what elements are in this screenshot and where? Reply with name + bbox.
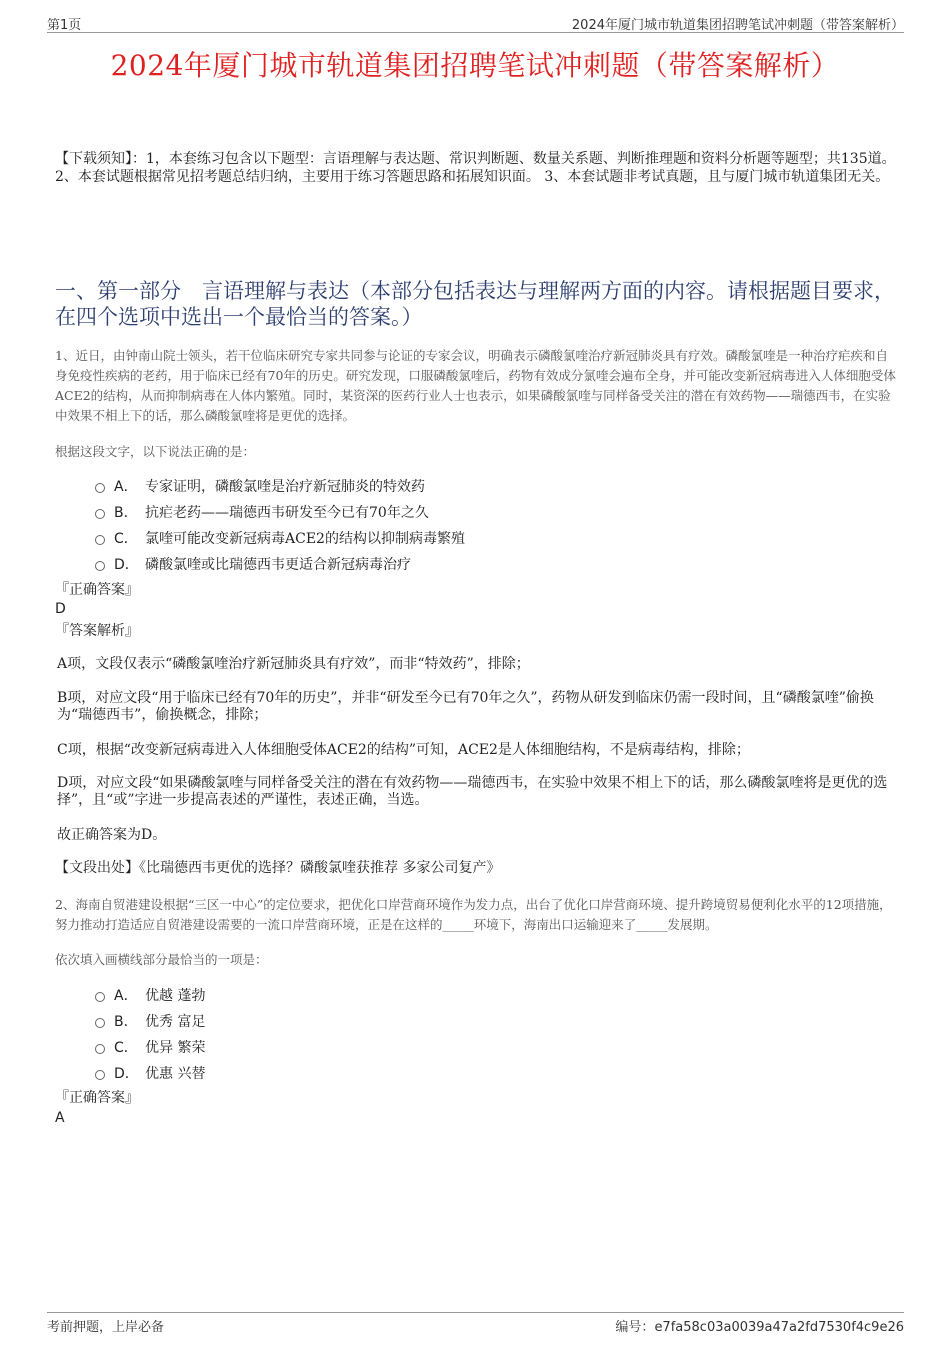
radio-icon[interactable] <box>95 1018 105 1028</box>
question-2-options <box>95 982 205 1086</box>
source-citation: 【文段出处】《比瑞德西韦更优的选择？磷酸氯喹获推荐 多家公司复产》 <box>55 860 501 876</box>
correct-answer-2: A <box>55 1110 65 1126</box>
section-heading: 一、第一部分 言语理解与表达（本部分包括表达与理解两方面的内容。请根据题目要求，在四个选项中选出一个最恰当的答案。） <box>55 279 895 329</box>
answer-label: 『正确答案』 <box>55 582 139 598</box>
question-2-prompt: 依次填入画横线部分最恰当的一项是： <box>55 952 268 967</box>
page-header <box>47 14 904 33</box>
option-d[interactable]: D． 优惠 兴替 <box>95 1060 205 1086</box>
download-notice: 【下载须知】：1，本套练习包含以下题型：言语理解与表达题、常识判断题、数量关系题、判断推理题和资料分析题等题型；共135道。 2、本套试题根据常见招考题总结归纳，主要用于练习答题思路和拓展知识面。 3、本套试题非考试真题，且与厦门城市轨道集团无关。 <box>55 151 896 185</box>
radio-icon[interactable] <box>95 483 105 493</box>
question-1-prompt: 根据这段文字，以下说法正确的是： <box>55 444 256 459</box>
radio-icon[interactable] <box>95 992 105 1002</box>
correct-answer: D <box>55 601 66 617</box>
option-a[interactable]: A． 优越 蓬勃 <box>95 982 205 1008</box>
option-c[interactable]: C． 优异 繁荣 <box>95 1034 205 1060</box>
page-title: 2024年厦门城市轨道集团招聘笔试冲刺题（带答案解析） <box>110 49 840 82</box>
question-1-stem: 1、近日，由钟南山院士领头，若干位临床研究专家共同参与论证的专家会议，明确表示磷酸氯喹治疗新冠肺炎具有疗效。磷酸氯喹是一种治疗疟疾和自身免疫性疾病的老药，用于临床已经有70年的历史。研究发现，口服磷酸氯喹后，药物有效成分氯喹会遍布全身，并可能改变新冠病毒进入人体细胞受体ACE2的结构，从而抑制病毒在人体内繁殖。同时，某资深的医药行业人士也表示，如果磷酸氯喹与同样备受关注的潜在有效药物——瑞德西韦，在实验中效果不相上下的话，那么磷酸氯喹将是更优的选择。 <box>55 348 896 423</box>
answer-label-2: 『正确答案』 <box>55 1090 139 1106</box>
analysis-b: B项，对应文段“用于临床已经有70年的历史”，并非“研发至今已有70年之久”，药物从研发到临床仍需一段时间，且“磷酸氯喹”偷换为“瑞德西韦”，偷换概念，排除； <box>57 690 874 723</box>
radio-icon[interactable] <box>95 1044 105 1054</box>
radio-icon[interactable] <box>95 1070 105 1080</box>
question-1-options <box>95 473 465 577</box>
analysis-a: A项，文段仅表示“磷酸氯喹治疗新冠肺炎具有疗效”，而非“特效药”，排除； <box>57 656 530 672</box>
page-footer <box>47 1312 904 1333</box>
option-a[interactable]: A． 专家证明，磷酸氯喹是治疗新冠肺炎的特效药 <box>95 473 465 499</box>
radio-icon[interactable] <box>95 561 105 571</box>
option-b[interactable]: B． 抗疟老药——瑞德西韦研发至今已有70年之久 <box>95 499 465 525</box>
radio-icon[interactable] <box>95 509 105 519</box>
option-b[interactable]: B． 优秀 富足 <box>95 1008 205 1034</box>
option-d[interactable]: D． 磷酸氯喹或比瑞德西韦更适合新冠病毒治疗 <box>95 551 465 577</box>
option-c[interactable]: C． 氯喹可能改变新冠病毒ACE2的结构以抑制病毒繁殖 <box>95 525 465 551</box>
analysis-label: 『答案解析』 <box>55 623 139 639</box>
analysis-d: D项，对应文段“如果磷酸氯喹与同样备受关注的潜在有效药物——瑞德西韦，在实验中效果不相上下的话，那么磷酸氯喹将是更优的选择”，且“或”字进一步提高表述的严谨性，表述正确，当选。 <box>57 775 888 808</box>
footer-slogan: 考前押题，上岸必备 <box>47 1320 165 1335</box>
radio-icon[interactable] <box>95 535 105 545</box>
footer-code: 编号：e7fa58c03a0039a47a2fd7530f4c9e26 <box>615 1320 904 1335</box>
analysis-c: C项，根据“改变新冠病毒进入人体细胞受体ACE2的结构”可知，ACE2是人体细胞结构，不是病毒结构，排除； <box>57 742 750 758</box>
analysis-conclusion: 故正确答案为D。 <box>57 827 167 843</box>
question-2-stem: 2、海南自贸港建设根据“三区一中心”的定位要求，把优化口岸营商环境作为发力点，出台了优化口岸营商环境、提升跨境贸易便利化水平的12项措施，努力推动打造适应自贸港建设需要的一流口岸营商环境，正是在这样的_____环境下，海南出口运输迎来了_____发展期。 <box>55 897 892 932</box>
header-doc-title: 2024年厦门城市轨道集团招聘笔试冲刺题（带答案解析） <box>571 18 904 33</box>
page-number: 第1页 <box>47 18 82 33</box>
